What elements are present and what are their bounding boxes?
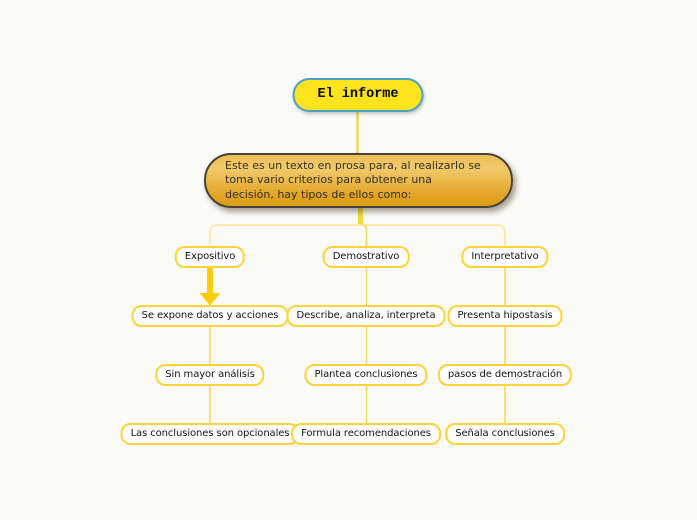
child-label: Plantea conclusiones	[314, 369, 418, 380]
child-label: Las conclusiones son opcionales	[130, 428, 290, 439]
description-node[interactable]	[204, 153, 513, 208]
child-label: pasos de demostración	[447, 369, 563, 380]
child-label: Formula recomendaciones	[301, 428, 431, 439]
connector-branch-middle-drop	[363, 225, 367, 247]
child-node-expositivo-3[interactable]	[121, 423, 300, 445]
child-node-demostrativo-3[interactable]	[291, 423, 441, 445]
child-node-demostrativo-2[interactable]	[304, 364, 427, 386]
root-topic-node[interactable]	[292, 78, 423, 112]
child-label: Se expone datos y acciones	[141, 310, 279, 321]
branch-demostrativo-label: Demostrativo	[332, 251, 400, 262]
branch-interpretativo-node[interactable]	[461, 246, 548, 268]
description-text: Este es un texto en prosa para, al realizarlo se toma vario criterios para obtener una decisión, hay tipos de ellos como:	[225, 158, 481, 201]
child-label: Sin mayor análisis	[165, 369, 255, 380]
branch-interpretativo-label: Interpretativo	[471, 251, 539, 262]
child-node-expositivo-1[interactable]	[132, 305, 289, 327]
child-label: Presenta hipostasis	[457, 310, 553, 321]
child-node-expositivo-2[interactable]	[155, 364, 264, 386]
branch-demostrativo-node[interactable]	[323, 246, 410, 268]
child-node-demostrativo-1[interactable]	[286, 305, 445, 327]
root-topic-label: El informe	[317, 87, 399, 102]
child-node-interpretativo-2[interactable]	[438, 364, 572, 386]
child-label: Describe, analiza, interpreta	[296, 310, 436, 321]
child-node-interpretativo-1[interactable]	[448, 305, 563, 327]
branch-expositivo-node[interactable]	[175, 246, 245, 268]
child-label: Señala conclusiones	[455, 428, 555, 439]
connector-branch-bus	[210, 225, 505, 247]
branch-expositivo-label: Expositivo	[184, 251, 236, 262]
emphasis-arrow	[200, 266, 221, 306]
child-node-interpretativo-3[interactable]	[445, 423, 565, 445]
